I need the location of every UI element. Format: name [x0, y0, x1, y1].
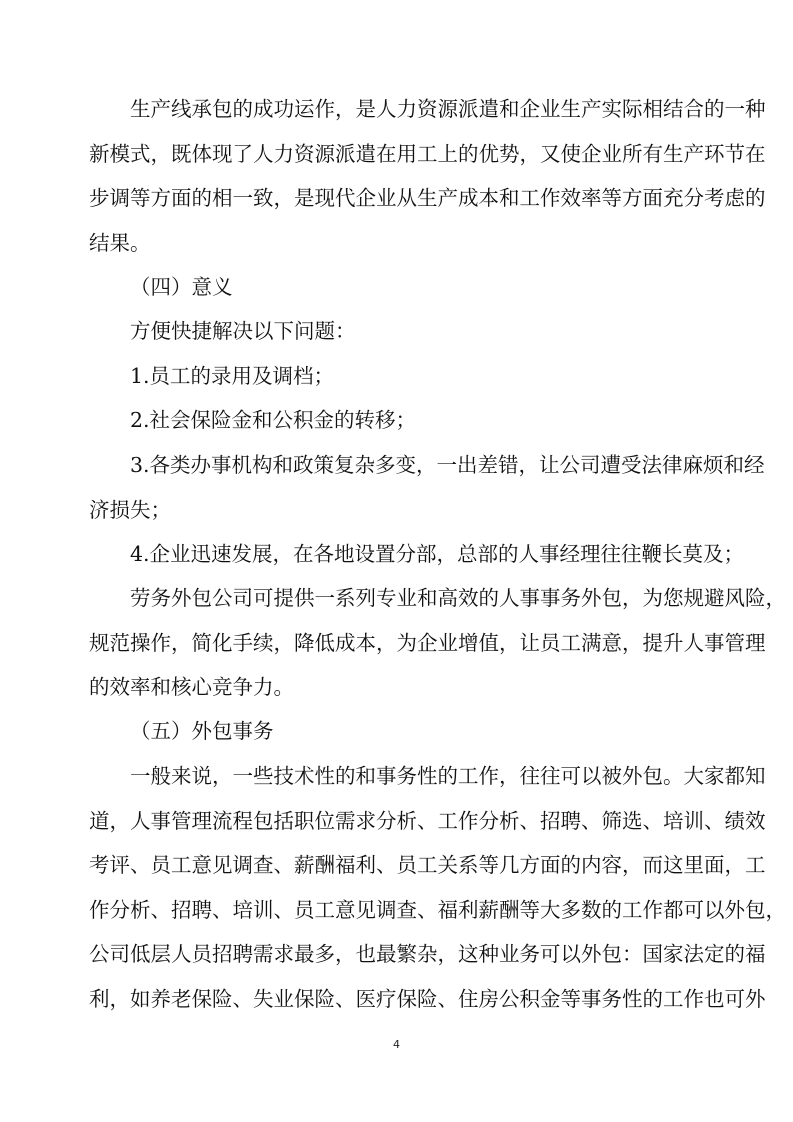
text-line: 2.社会保险金和公积金的转移；: [130, 408, 417, 432]
text-line: 新模式，既体现了人力资源派遣在用工上的优势，又使企业所有生产环节在: [89, 141, 766, 166]
text-line: 4.企业迅速发展，在各地设置分部，总部的人事经理往往鞭长莫及；: [130, 542, 745, 566]
text-line: 的效率和核心竞争力。: [89, 675, 294, 699]
text-line: 方便快捷解决以下问题：: [130, 319, 356, 343]
text-line: 考评、员工意见调查、薪酬福利、员工关系等几方面的内容，而这里面，工: [89, 853, 766, 877]
page-number: 4: [393, 1038, 400, 1051]
text-line: 公司低层人员招聘需求最多，也最繁杂，这种业务可以外包：国家法定的福: [89, 942, 766, 966]
paragraph-production-line: [89, 87, 766, 265]
heading-text: （四）意义: [130, 275, 233, 299]
heading-text: （五）外包事务: [130, 719, 274, 743]
text-line: 作分析、招聘、培训、员工意见调查、福利薪酬等大多数的工作都可以外包，: [89, 897, 786, 922]
text-line: 道，人事管理流程包括职位需求分析、工作分析、招聘、筛选、培训、绩效: [89, 808, 766, 833]
list-item-3: [89, 443, 765, 532]
text-line: 生产线承包的成功运作，是人力资源派遣和企业生产实际相结合的一种: [130, 97, 766, 121]
text-line: 一般来说，一些技术性的和事务性的工作，往往可以被外包。大家都知: [130, 764, 766, 788]
paragraph-intro-problems: [89, 309, 711, 354]
section-heading-significance: [89, 265, 711, 310]
text-line: 济损失；: [89, 497, 171, 522]
text-line: 劳务外包公司可提供一系列专业和高效的人事事务外包，为您规避风险，: [130, 586, 786, 610]
text-line: 结果。: [89, 230, 151, 255]
text-line: 规范操作，简化手续，降低成本，为企业增值，让员工满意，提升人事管理: [89, 630, 766, 655]
paragraph-outsourcing-company: [89, 576, 786, 710]
section-heading-outsourcing-affairs: [89, 709, 711, 754]
text-line: 利，如养老保险、失业保险、医疗保险、住房公积金等事务性的工作也可外: [89, 986, 766, 1011]
list-item-4: [89, 532, 745, 577]
text-line: 步调等方面的相一致，是现代企业从生产成本和工作效率等方面充分考虑的: [89, 186, 766, 210]
paragraph-general-outsourcing: [89, 754, 786, 1021]
text-line: 3.各类办事机构和政策复杂多变，一出差错，让公司遭受法律麻烦和经: [130, 453, 765, 477]
list-item-2: [89, 398, 711, 443]
list-item-1: [89, 354, 711, 399]
text-line: 1.员工的录用及调档；: [130, 364, 335, 388]
